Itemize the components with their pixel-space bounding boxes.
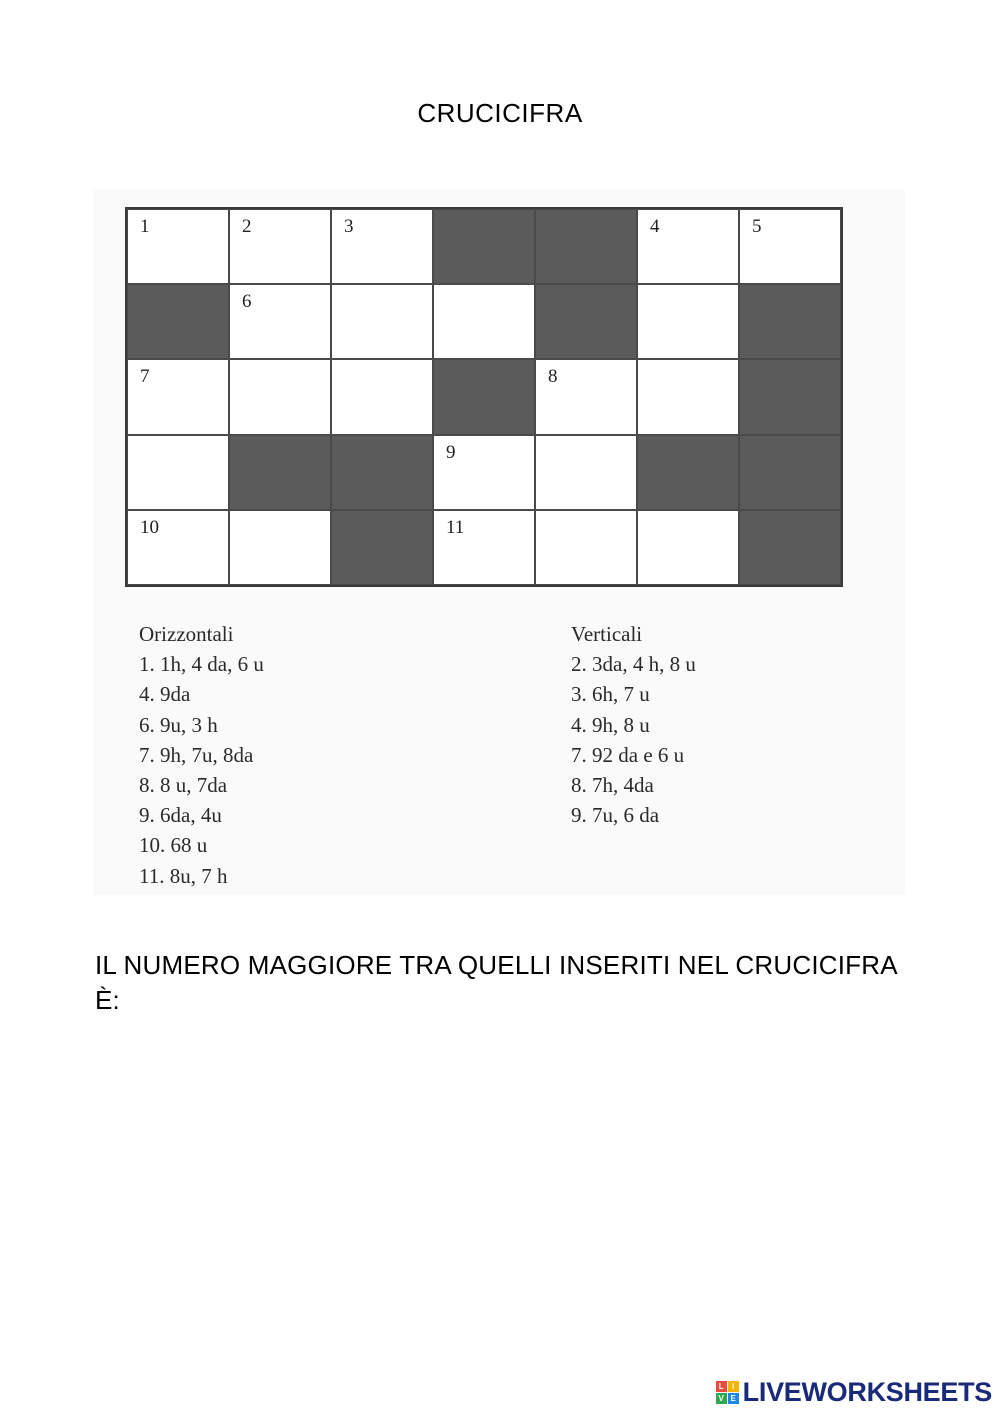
liveworksheets-brand [716,1374,992,1410]
crossword-cell[interactable] [127,209,229,284]
crossword-cell[interactable] [637,359,739,434]
black-cell [433,209,535,284]
black-cell [739,510,841,585]
vertical-clue: 2. 3da, 4 h, 8 u [571,652,696,677]
crossword-cell[interactable] [127,510,229,585]
cell-number: 4 [650,216,660,237]
crossword-cell[interactable] [433,435,535,510]
cell-number: 7 [140,366,150,388]
black-cell [331,435,433,510]
crossword-cell[interactable] [229,284,331,359]
logo-tile: E [728,1393,739,1404]
vertical-clue: 7. 92 da e 6 u [571,742,685,767]
horizontal-clue: 8. 8 u, 7da [139,773,228,798]
cell-number: 3 [344,216,354,237]
cell-number: 10 [140,516,159,538]
black-cell [739,359,841,434]
logo-tile: L [716,1381,727,1392]
crossword-cell[interactable] [637,284,739,359]
horizontal-clue: 10. 68 u [139,833,208,858]
horizontal-clues-heading: Orizzontali [139,622,234,646]
black-cell [535,209,637,284]
vertical-clues [571,619,696,830]
horizontal-clue: 7. 9h, 7u, 8da [139,742,254,767]
crossword-cell[interactable] [127,359,229,434]
crossword-grid [125,207,843,587]
horizontal-clues [139,619,264,891]
liveworksheets-logo-icon [716,1381,739,1404]
crossword-cell[interactable] [229,510,331,585]
crossword-cell[interactable] [535,435,637,510]
cell-number: 5 [752,216,762,237]
vertical-clue: 4. 9h, 8 u [571,712,650,737]
black-cell [433,359,535,434]
horizontal-clue: 11. 8u, 7 h [139,863,228,888]
crossword-cell[interactable] [433,284,535,359]
brand-text: LIVEWORKSHEETS [742,1376,992,1407]
question-text: IL NUMERO MAGGIORE TRA QUELLI INSERITI NEL CRUCICIFRA È: [95,950,897,1015]
vertical-clues-heading: Verticali [571,622,643,646]
horizontal-clue: 6. 9u, 3 h [139,712,218,737]
black-cell [739,284,841,359]
crossword-cell[interactable] [331,209,433,284]
logo-tile: V [716,1393,727,1404]
vertical-clue: 9. 7u, 6 da [571,803,660,828]
crossword-cell[interactable] [535,359,637,434]
crossword-cell[interactable] [637,510,739,585]
cell-number: 1 [140,216,150,237]
crossword-cell[interactable] [637,209,739,284]
crossword-cell[interactable] [739,209,841,284]
horizontal-clue: 9. 6da, 4u [139,803,222,828]
horizontal-clue: 1. 1h, 4 da, 6 u [139,652,264,677]
cell-number: 9 [446,441,456,463]
page-title: CRUCICIFRA [417,98,583,128]
black-cell [229,435,331,510]
black-cell [637,435,739,510]
crossword-cell[interactable] [535,510,637,585]
vertical-clue: 3. 6h, 7 u [571,682,650,707]
black-cell [535,284,637,359]
black-cell [331,510,433,585]
logo-tile: I [728,1381,739,1392]
black-cell [739,435,841,510]
crossword-cell[interactable] [229,209,331,284]
cell-number: 2 [242,216,252,237]
horizontal-clue: 4. 9da [139,682,191,707]
crossword-cell[interactable] [229,359,331,434]
cell-number: 11 [446,516,465,538]
crossword-cell[interactable] [127,435,229,510]
black-cell [127,284,229,359]
crossword-cell[interactable] [433,510,535,585]
vertical-clue: 8. 7h, 4da [571,773,654,798]
cell-number: 6 [242,291,252,313]
cell-number: 8 [548,366,558,388]
crossword-cell[interactable] [331,284,433,359]
crossword-cell[interactable] [331,359,433,434]
